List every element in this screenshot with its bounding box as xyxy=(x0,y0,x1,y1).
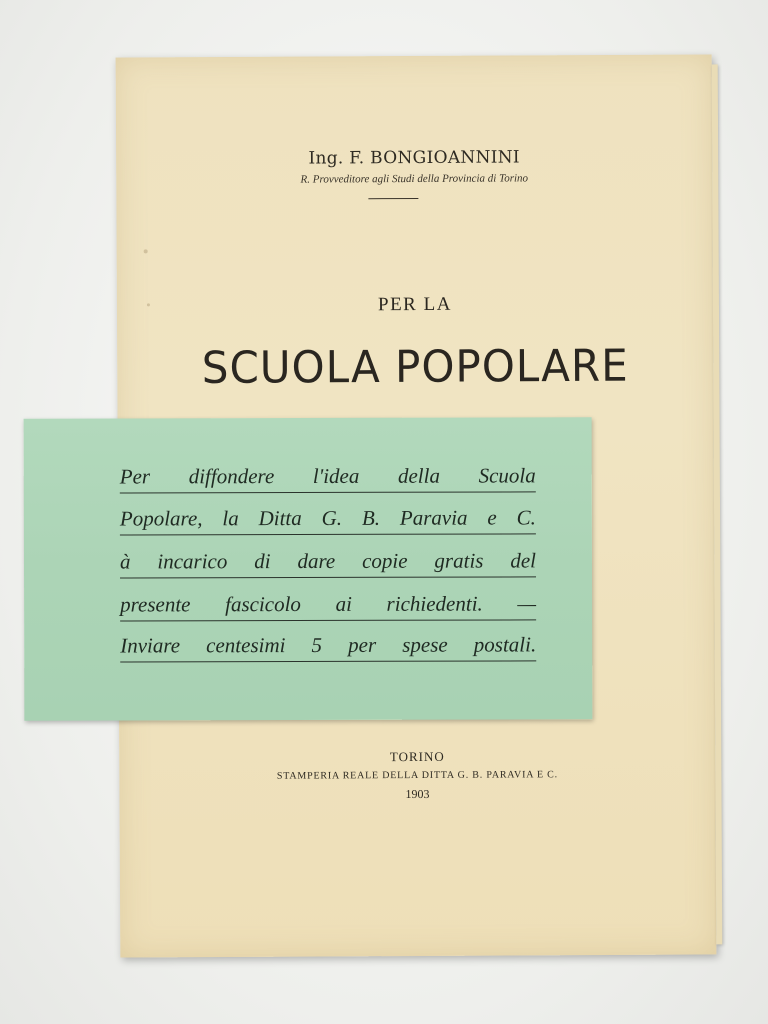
main-title: SCUOLA POPOLARE xyxy=(201,339,629,394)
slip-line-2: Popolare, la Ditta G. B. Paravia e C. xyxy=(120,503,536,535)
slip-line-5: Inviare centesimi 5 per spese postali. xyxy=(120,630,536,662)
imprint-year: 1903 xyxy=(405,786,430,802)
imprint-city: TORINO xyxy=(389,748,445,765)
author-name: Ing. F. BONGIOANNINI xyxy=(308,147,520,169)
slip-line-4: presente fascicolo ai richiedenti. — xyxy=(120,589,536,621)
pre-title: PER LA xyxy=(377,293,452,316)
paper-spot xyxy=(144,249,148,253)
imprint-printer: STAMPERIA REALE DELLA DITTA G. B. PARAVIA E C. xyxy=(276,769,558,782)
author-role: R. Provveditore agli Studi della Provincia di Torino xyxy=(300,172,529,186)
green-notice-slip xyxy=(24,417,593,720)
slip-line-1: Per diffondere l'idea della Scuola xyxy=(120,461,536,493)
pamphlet-page-edge xyxy=(712,64,723,944)
title-divider xyxy=(368,198,418,199)
slip-line-3: à incarico di dare copie gratis del xyxy=(120,546,536,578)
